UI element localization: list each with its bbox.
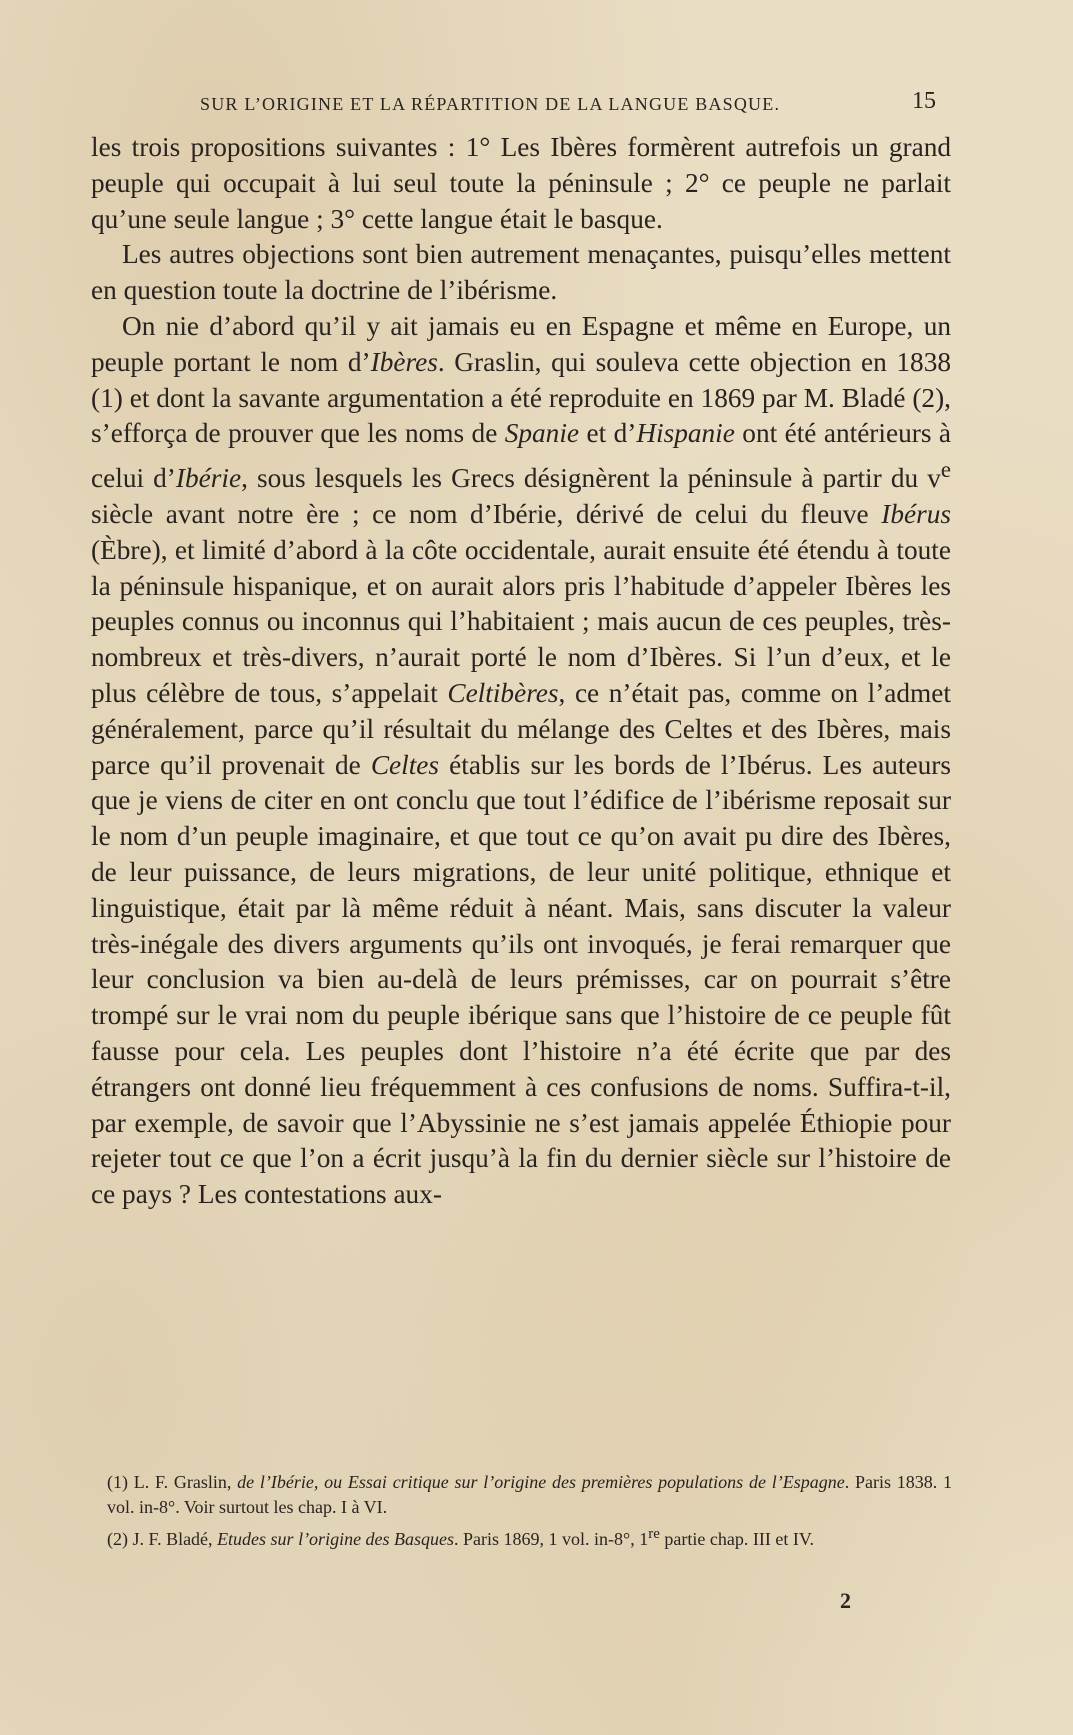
- running-header: SUR L’ORIGINE ET LA RÉPARTITION DE LA LANGUE BASQUE.: [200, 94, 781, 114]
- text-run: (Èbre), et limité d’abord à la côte occidentale, aurait ensuite été étendu à toute la péninsule hispanique, et on aurait alors pris l’habitude d’appeler Ibères les peuples connus ou inconnus qui l’habitaient ; mais aucun de ces peuples, très-nombreux et très-divers, n’aurait porté le nom d’Ibères. Si l’un d’eux, et le plus célèbre de tous, s’appelait: [91, 534, 951, 709]
- superscript: e: [940, 457, 951, 483]
- text-run: . Graslin, qui souleva cette objection en 1838 (1) et dont la savante argumentation a été reproduite en 1869 par M. Bladé (2), s’efforça de prouver que les noms de: [91, 346, 951, 449]
- footnote-text: (1) L. F. Graslin,: [107, 1472, 238, 1492]
- footnote-italic: de l’Ibérie, ou Essai critique sur l’origine des premières populations de l’Espagne: [237, 1472, 845, 1492]
- italic-term: Celtes: [370, 749, 440, 780]
- signature-mark: 2: [840, 1588, 851, 1613]
- text-run: , ce n’était pas, comme on l’admet généralement, parce qu’il résultait du mélange des Celtes et des Ibères, mais parce qu’il provenait de: [91, 678, 951, 780]
- text-run: On nie d’abord qu’il y ait jamais eu en Espagne et même en Europe, un peuple portant le nom d’: [91, 310, 951, 377]
- text-run: , sous lesquels les Grecs désignèrent la péninsule à partir du v: [241, 463, 941, 494]
- footnotes: [107, 1470, 952, 1552]
- paragraph-1: les trois propositions suivantes : 1° Les Ibères formèrent autrefois un grand peuple qui occupait à lui seul toute la péninsule ; 2° ce peuple ne parlait qu’une seule langue ; 3° cette langue était le basque.: [91, 132, 951, 234]
- body-text: [91, 130, 951, 1213]
- footnote-text: (2) J. F. Bladé,: [107, 1529, 218, 1549]
- footnote-2: [107, 1522, 952, 1552]
- italic-term: Ibérus: [881, 499, 951, 530]
- superscript: re: [648, 1526, 660, 1542]
- italic-term: Hispanie: [636, 418, 735, 449]
- page-number: 15: [912, 88, 936, 114]
- footnote-text: partie chap. III et IV.: [659, 1529, 815, 1549]
- text-run: ont été antérieurs à celui d’: [91, 418, 951, 494]
- text-run: siècle avant notre ère ; ce nom d’Ibérie, dérivé de celui du fleuve: [91, 499, 882, 530]
- footnote-italic: Etudes sur l’origine des Basques: [217, 1529, 455, 1549]
- italic-term: Ibères: [370, 346, 438, 377]
- italic-term: Spanie: [504, 418, 580, 449]
- paragraph-2: Les autres objections sont bien autrement menaçantes, puisqu’elles mettent en question toute la doctrine de l’ibérisme.: [91, 239, 951, 306]
- footnote-text: . Paris 1838. 1 vol. in-8°. Voir surtout les chap. I à VI.: [107, 1472, 953, 1517]
- paragraph-3: [91, 309, 951, 1213]
- footnote-1: [107, 1470, 952, 1520]
- italic-term: Celtibères: [447, 678, 559, 709]
- footnote-text: . Paris 1869, 1 vol. in-8°, 1: [454, 1529, 649, 1549]
- italic-term: Ibérie: [175, 463, 242, 494]
- text-run: établis sur les bords de l’Ibérus. Les auteurs que je viens de citer en ont conclu que tout l’édifice de l’ibérisme reposait sur le nom d’un peuple imaginaire, et que tout ce qu’on avait pu dire des Ibères, de leur puissance, de leurs migrations, de leur unité politique, ethnique et linguistique, était par là même réduit à néant. Mais, sans discuter la valeur très-inégale des divers arguments qu’ils ont invoqués, je ferai remarquer que leur conclusion va bien au-delà de leurs prémisses, car on pourrait s’être trompé sur le vrai nom du peuple ibérique sans que l’histoire de ce peuple fût fausse pour cela. Les peuples dont l’histoire n’a été écrite que par des étrangers ont donné lieu fréquemment à ces confusions de noms. Suffira-t-il, par exemple, de savoir que l’Abyssinie ne s’est jamais appelée Éthiopie pour rejeter tout ce que l’on a écrit jusqu’à la fin du dernier siècle sur l’histoire de ce pays ? Les contestations aux-: [91, 749, 951, 1210]
- text-run: et d’: [579, 418, 637, 449]
